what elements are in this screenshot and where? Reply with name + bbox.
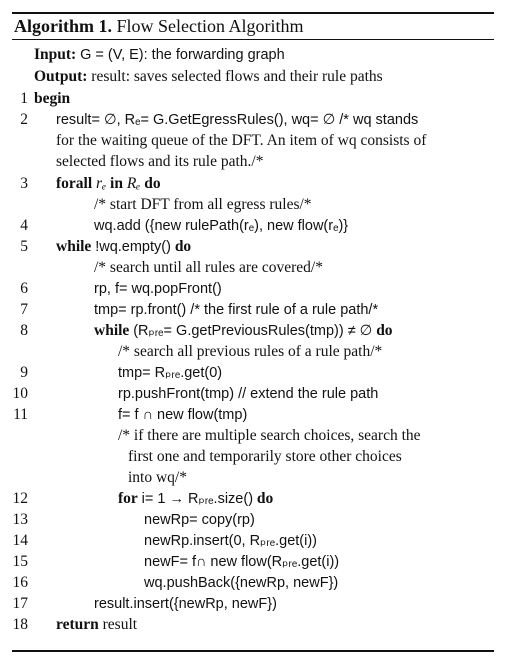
code-line-16: wq.pushBack({newRp, newF}) [144, 575, 339, 591]
do-keyword: do [256, 490, 274, 507]
code-line-7: tmp= rp.front() /* the first rule of a rule path/* [94, 302, 379, 318]
comment-line-11b: first one and temporarily store other choices [128, 448, 402, 465]
code-expr: (Rₚᵣₑ= G.getPreviousRules(tmp)) ≠ ∅ [133, 323, 373, 339]
comment-line-5: /* search until all rules are covered/* [94, 259, 323, 276]
line-number: 15 [12, 553, 28, 570]
comment-line-11a: /* if there are multiple search choices, search the [118, 427, 421, 444]
do-keyword: do [174, 238, 192, 255]
do-keyword: do [144, 175, 161, 192]
line-number: 18 [12, 616, 28, 633]
code-line-6: rp, f= wq.popFront() [94, 281, 222, 297]
input-line [34, 46, 285, 64]
line-number: 2 [20, 111, 28, 128]
line-number: 14 [12, 532, 28, 549]
line-number: 10 [12, 385, 28, 402]
line-number: 5 [20, 238, 28, 255]
code-line-15: newF= f∩ new flow(Rₚᵣₑ.get(i)) [144, 554, 340, 570]
input-text: G = (V, E): the forwarding graph [80, 47, 285, 63]
code-var: Rₑ [126, 175, 141, 192]
bottom-rule [12, 650, 494, 652]
algorithm-title [12, 14, 494, 39]
while-keyword: while [94, 322, 130, 339]
output-line [34, 68, 383, 86]
code-var: rₑ [96, 175, 107, 192]
comment-line-11c: into wq/* [128, 469, 187, 486]
code-line-11: f= f ∩ new flow(tmp) [118, 407, 248, 423]
code-line-12 [118, 490, 273, 508]
line-number: 6 [20, 280, 28, 297]
code-line-9: tmp= Rₚᵣₑ.get(0) [118, 365, 223, 381]
algorithm-label: Algorithm 1. [14, 16, 112, 36]
comment-line-3: /* start DFT from all egress rules/* [94, 196, 312, 213]
line-number: 4 [20, 217, 28, 234]
comment-line-2c: selected flows and its rule path./* [56, 153, 264, 170]
algorithm-box [12, 12, 494, 652]
code-line-5 [56, 238, 191, 256]
do-keyword: do [376, 322, 393, 339]
code-line-10: rp.pushFront(tmp) // extend the rule path [118, 386, 379, 402]
code-line-2: result= ∅, Rₑ= G.GetEgressRules(), wq= ∅ /* wq stands [56, 112, 419, 128]
code-line-18 [56, 616, 137, 634]
line-number: 7 [20, 301, 28, 318]
algorithm-name: Flow Selection Algorithm [116, 16, 304, 36]
line-number: 9 [20, 364, 28, 381]
code-line-3 [56, 175, 161, 193]
in-keyword: in [110, 175, 123, 192]
code-line-8 [94, 322, 393, 340]
line-number: 11 [13, 406, 28, 423]
line-number: 17 [12, 595, 28, 612]
forall-keyword: forall [56, 175, 93, 192]
line-number: 13 [12, 511, 28, 528]
comment-line-8: /* search all previous rules of a rule path/* [118, 343, 383, 360]
while-keyword: while [56, 238, 92, 255]
comment-line-2b: for the waiting queue of the DFT. An item of wq consists of [56, 132, 427, 149]
output-keyword: Output: [34, 68, 88, 85]
line-number: 3 [20, 175, 28, 192]
input-keyword: Input: [34, 46, 77, 63]
for-keyword: for [118, 490, 138, 507]
code-line-14: newRp.insert(0, Rₚᵣₑ.get(i)) [144, 533, 318, 549]
code-line-17: result.insert({newRp, newF}) [94, 596, 277, 612]
line-number: 1 [20, 90, 28, 107]
return-value: result [102, 616, 138, 633]
code-expr: i= 1 → Rₚᵣₑ.size() [141, 491, 254, 507]
line-number: 8 [20, 322, 28, 339]
code-line-13: newRp= copy(rp) [144, 512, 255, 528]
return-keyword: return [56, 616, 99, 633]
begin-keyword: begin [34, 90, 71, 107]
algorithm-body [12, 40, 494, 650]
output-text: result: saves selected flows and their rule paths [91, 68, 383, 85]
line-number: 12 [12, 490, 28, 507]
code-line-4: wq.add ({new rulePath(rₑ), new flow(rₑ)} [94, 218, 349, 234]
line-number: 16 [12, 574, 28, 591]
code-expr: !wq.empty() [95, 239, 171, 255]
